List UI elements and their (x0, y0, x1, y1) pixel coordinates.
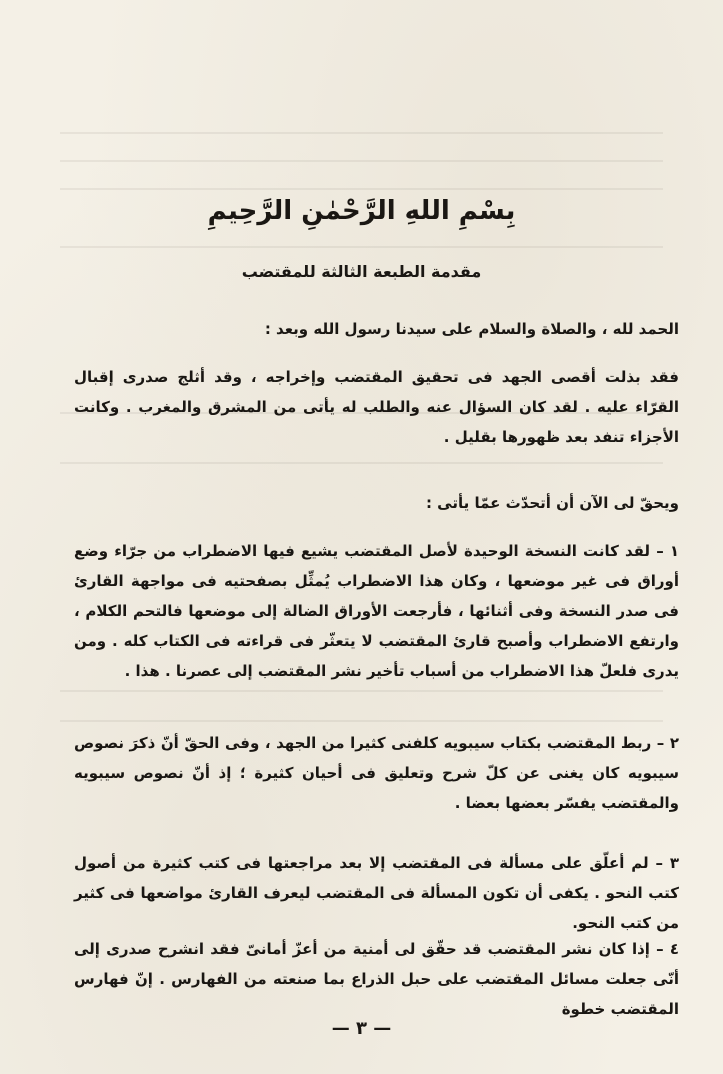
point-1: ١ – لقد كانت النسخة الوحيدة لأصل المقتضب يشيع فيها الاضطراب من جرّاء وضع أوراق فى غير موضعها ، وكان هذا الاضطراب يُمثِّل بصفحتيه فى مواجهة القارئ فى صدر النسخة وفى أثنائها ، فأرجعت الأوراق الضالة إلى موضعها فالتحم الكلام ، وارتفع الاضطراب وأصبح قارئ المقتضب لا يتعثّر فى قراءته فى الكتاب كله . ومن يدرى فلعلّ هذا الاضطراب من أسباب تأخير نشر المقتضب إلى عصرنا . هذا . (74, 542, 679, 680)
basmala-heading: بِسْمِ اللهِ الرَّحْمٰنِ الرَّحِيمِ (207, 196, 516, 226)
bleed-through-line (60, 160, 663, 162)
bleed-through-line (60, 462, 663, 464)
point-2: ٢ – ربط المقتضب بكتاب سيبويه كلفنى كثيرا من الجهد ، وفى الحقّ أنّ ذكرَ نصوص سيبويه كان يغنى عن كلّ شرح وتعليق فى أحيان كثيرة ؛ إذ أنّ نصوص سيبويه والمقتضب يفسّر بعضها بعضا . (74, 734, 679, 812)
bleed-through-line (60, 246, 663, 248)
bleed-through-line (60, 188, 663, 190)
bleed-through-line (60, 720, 663, 722)
opening-line: الحمد لله ، والصلاة والسلام على سيدنا رسول الله وبعد : (264, 320, 679, 338)
page-number: — ٣ — (331, 1018, 392, 1039)
bleed-through-line (60, 132, 663, 134)
point-3: ٣ – لم أعلّق على مسألة فى المقتضب إلا بعد مراجعتها فى كتب كثيرة من أصول كتب النحو . يكفى أن تكون المسألة فى المقتضب ليعرف القارئ مواضعها فى كثير من كتب النحو. (74, 854, 679, 932)
point-4: ٤ – إذا كان نشر المقتضب قد حقّق لى أمنية من أعزّ أمانىّ فقد انشرح صدرى إلى أنّى جعلت مسائل المقتضب على حبل الذراع بما صنعته من الفهارس . إنّ فهارس المقتضب خطوة (74, 940, 679, 1018)
paragraph-1: فقد بذلت أقصى الجهد فى تحقيق المقتضب وإخراجه ، وقد أثلج صدرى إقبال القرّاء عليه . لقد كان السؤال عنه والطلب له يأتى من المشرق والمغرب . وكانت الأجزاء تنفد بعد ظهورها بقليل . (74, 368, 679, 446)
page-title: مقدمة الطبعة الثالثة للمقتضب (241, 262, 482, 281)
bleed-through-line (60, 690, 663, 692)
intro-line: ويحقّ لى الآن أن أتحدّث عمّا يأتى : (425, 494, 679, 512)
